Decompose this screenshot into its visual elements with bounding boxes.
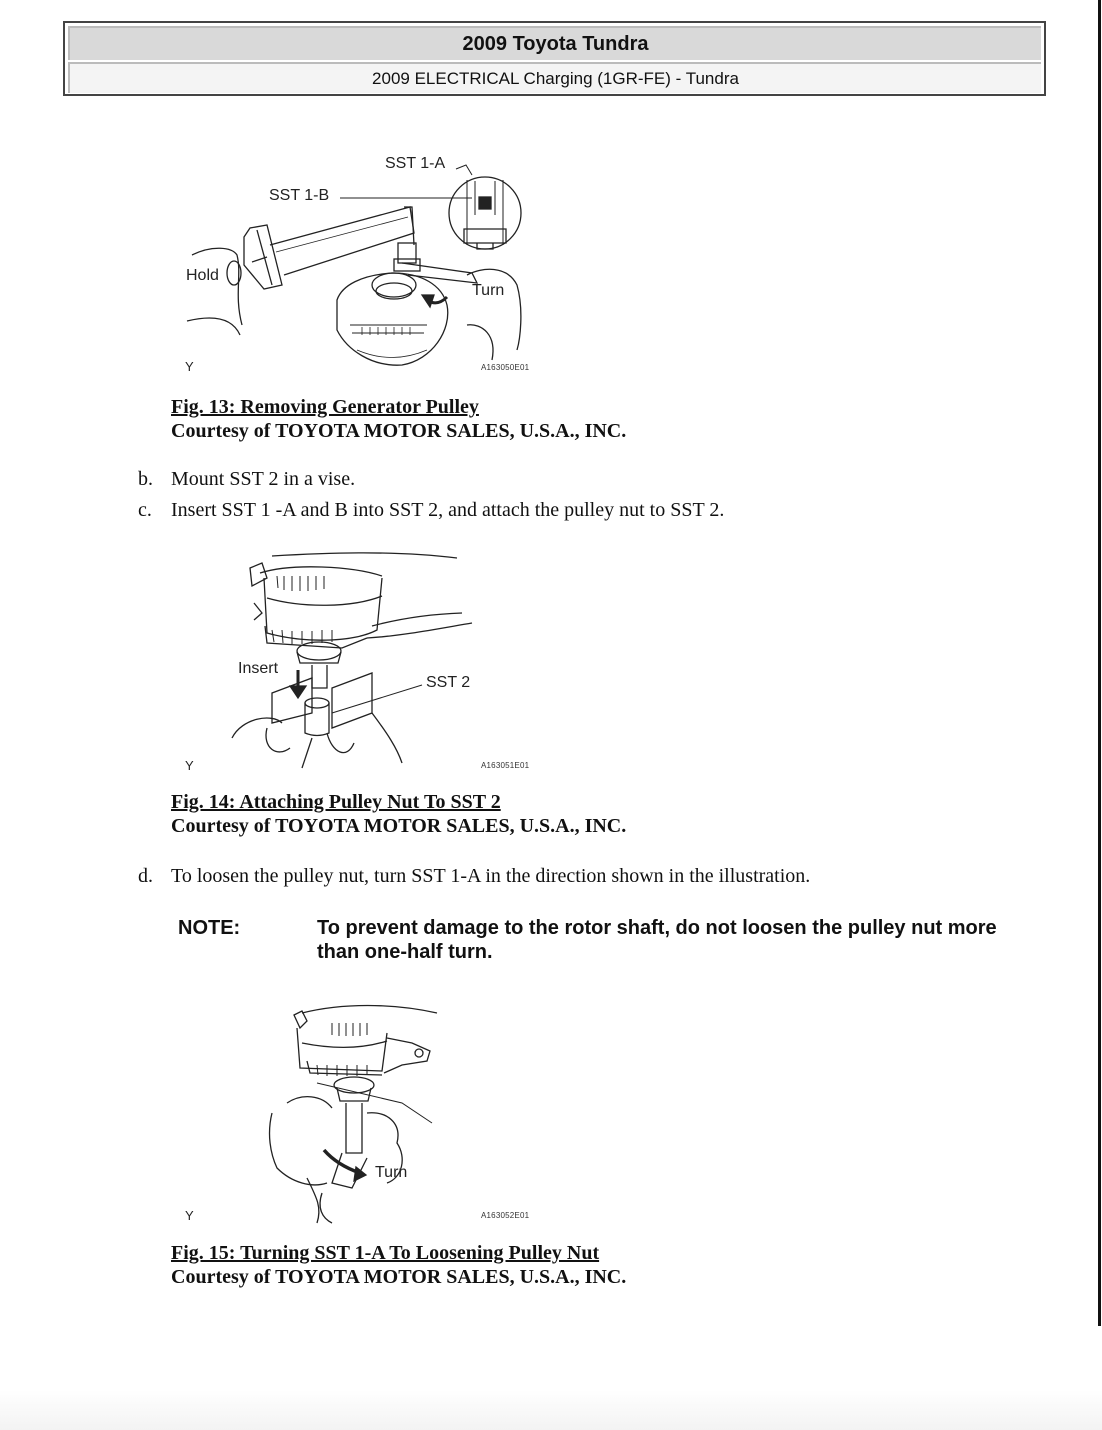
caption-title: Fig. 14: Attaching Pulley Nut To SST 2 bbox=[171, 791, 501, 813]
label-y-mark: Y bbox=[185, 359, 194, 374]
step-marker: c. bbox=[138, 499, 152, 521]
label-sst-1a: SST 1-A bbox=[385, 155, 446, 172]
label-hold: Hold bbox=[186, 267, 219, 284]
caption-title: Fig. 15: Turning SST 1-A To Loosening Pulley Nut bbox=[171, 1242, 600, 1264]
label-turn: Turn bbox=[472, 282, 505, 299]
caption-title: Fig. 13: Removing Generator Pulley bbox=[171, 396, 479, 418]
figure-13-illustration bbox=[172, 145, 552, 380]
figure-15-illustration bbox=[172, 993, 552, 1228]
caption-courtesy: Courtesy of TOYOTA MOTOR SALES, U.S.A., INC. bbox=[171, 420, 627, 442]
label-sst-2: SST 2 bbox=[426, 674, 471, 691]
label-insert: Insert bbox=[238, 660, 279, 677]
figure-15-caption bbox=[171, 1241, 626, 1289]
caption-courtesy: Courtesy of TOYOTA MOTOR SALES, U.S.A., INC. bbox=[171, 815, 627, 837]
figure-code: A163051E01 bbox=[481, 761, 530, 770]
page-edge-rule bbox=[1098, 0, 1101, 1326]
label-y-mark: Y bbox=[185, 1208, 194, 1223]
caption-courtesy: Courtesy of TOYOTA MOTOR SALES, U.S.A., INC. bbox=[171, 1266, 627, 1288]
figure-code: A163052E01 bbox=[481, 1211, 530, 1220]
note-label: NOTE: bbox=[178, 917, 241, 939]
step-text: Insert SST 1 -A and B into SST 2, and attach the pulley nut to SST 2. bbox=[171, 499, 725, 521]
label-y-mark: Y bbox=[185, 758, 194, 773]
document-title: 2009 Toyota Tundra bbox=[68, 26, 1041, 60]
document-header bbox=[63, 21, 1046, 96]
figure-code: A163050E01 bbox=[481, 363, 530, 372]
step-d bbox=[138, 864, 810, 888]
note-text: To prevent damage to the rotor shaft, do not loosen the pulley nut more than one-half turn. bbox=[317, 917, 997, 963]
document-subtitle: 2009 ELECTRICAL Charging (1GR-FE) - Tundra bbox=[68, 62, 1041, 93]
label-turn: Turn bbox=[375, 1164, 408, 1181]
step-text: To loosen the pulley nut, turn SST 1-A in the direction shown in the illustration. bbox=[171, 865, 811, 887]
label-sst-1b: SST 1-B bbox=[269, 187, 330, 204]
figure-13-caption bbox=[171, 395, 626, 443]
step-marker: b. bbox=[138, 468, 153, 490]
step-c bbox=[138, 498, 724, 522]
figure-14-caption bbox=[171, 790, 626, 838]
figure-14-illustration bbox=[172, 548, 552, 783]
step-text: Mount SST 2 in a vise. bbox=[171, 468, 356, 490]
step-b bbox=[138, 467, 355, 491]
step-marker: d. bbox=[138, 865, 153, 887]
